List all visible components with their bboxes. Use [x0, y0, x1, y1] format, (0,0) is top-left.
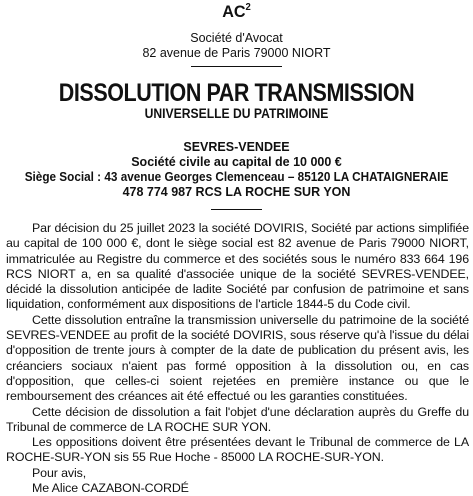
signatory: Me Alice CAZABON-CORDÉ	[32, 481, 189, 496]
closing-text: Pour avis,	[32, 465, 87, 480]
notice-title: DISSOLUTION PAR TRANSMISSION	[58, 79, 415, 107]
logo-text: AC	[222, 2, 246, 21]
paragraph-transmission: Cette dissolution entraîne la transmission universelle du patrimoine de la société SEVRES-VENDEE au profit de la société DOVIRIS, sous réserve qu'à l'issue du délai d'opposition de trente jours à compter de la date de publication du présent avis, les créanciers sociaux n'aient pas formé opposition à la dissolution ou, en cas d'opposition, que celles-ci soient rejetées en première instance ou que le remboursement des créances ait été effectué ou les garanties constituées.	[6, 312, 469, 404]
section-divider	[211, 209, 262, 210]
company-name: SEVRES-VENDEE	[183, 140, 290, 154]
firm-logo	[12, 2, 461, 22]
paragraph-decision: Par décision du 25 juillet 2023 la société DOVIRIS, Société par actions simplifiée au capital de 100 000 €, dont le siège social est 82 avenue de Paris 79000 NIORT, immatriculée au Registre du commerce et des sociétés sous le numéro 833 664 196 RCS NIORT a, en sa qualité d'associée unique de la société SEVRES-VENDEE, décidé la dissolution anticipée de ladite Société par confusion de patrimoine et sans liquidation, conformément aux dispositions de l'article 1844-5 du Code civil.	[6, 221, 469, 312]
firm-address: 82 avenue de Paris 79000 NIORT	[142, 46, 331, 60]
notice-body	[6, 221, 469, 496]
company-seat: Siège Social : 43 avenue Georges Clemenceau – 85120 LA CHATAIGNERAIE	[24, 170, 449, 184]
paragraph-registry: Cette décision de dissolution a fait l'objet d'une déclaration auprès du Greffe du Tribunal de commerce de LA ROCHE SUR YON.	[6, 404, 469, 434]
header-divider	[191, 66, 282, 67]
notice-subtitle: UNIVERSELLE DU PATRIMOINE	[144, 106, 329, 121]
logo-superscript: 2	[245, 2, 251, 13]
firm-name: Société d'Avocat	[190, 31, 283, 45]
paragraph-oppositions: Les oppositions doivent être présentées devant le Tribunal de commerce de LA ROCHE-SUR-YON sis 55 Rue Hoche - 85000 LA ROCHE-SUR-YON.	[6, 435, 469, 465]
company-rcs: 478 774 987 RCS LA ROCHE SUR YON	[122, 185, 351, 199]
company-form: Société civile au capital de 10 000 €	[131, 155, 342, 169]
